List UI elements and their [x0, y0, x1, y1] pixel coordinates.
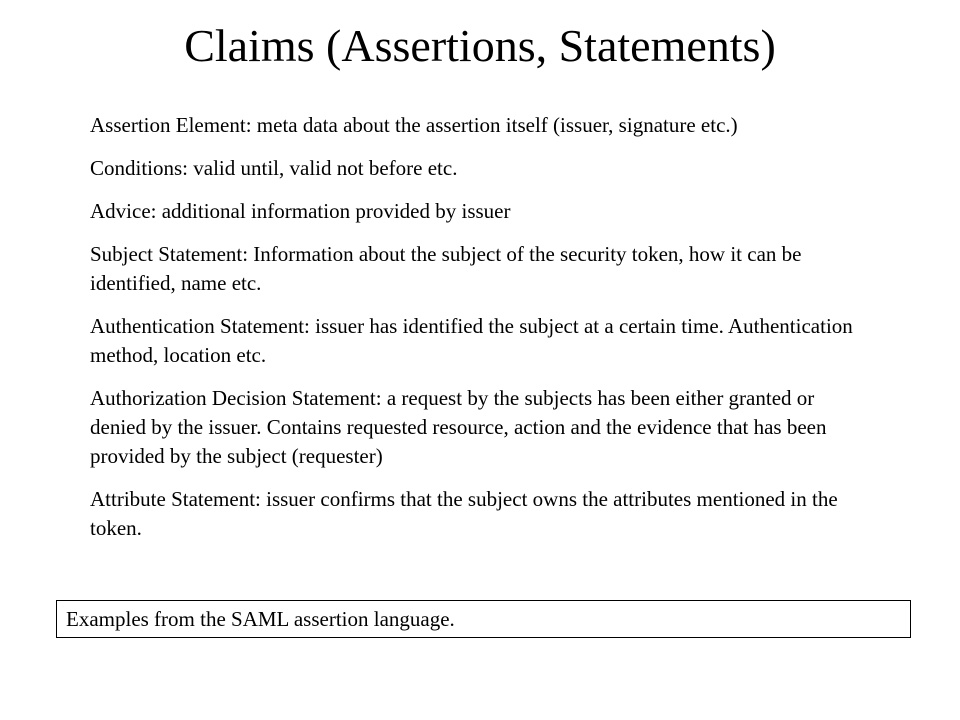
list-item-attribute-statement: Attribute Statement: issuer confirms that the subject owns the attributes mentioned in the token.	[90, 487, 838, 540]
note-box	[56, 600, 911, 638]
list-item-conditions: Conditions: valid until, valid not before etc.	[90, 156, 458, 180]
slide-title: Claims (Assertions, Statements)	[184, 20, 776, 71]
list-item-advice: Advice: additional information provided by issuer	[90, 199, 511, 223]
note-text: Examples from the SAML assertion language.	[66, 607, 455, 631]
list-item-authorization-decision-statement: Authorization Decision Statement: a request by the subjects has been either granted or denied by the issuer. Contains requested resource, action and the evidence that has been provided by the subject (requester)	[90, 386, 827, 468]
list-item-authentication-statement: Authentication Statement: issuer has identified the subject at a certain time. Authentication method, location etc.	[90, 314, 853, 367]
list-item-assertion-element: Assertion Element: meta data about the assertion itself (issuer, signature etc.)	[90, 113, 738, 137]
list-item-subject-statement: Subject Statement: Information about the subject of the security token, how it can be identified, name etc.	[90, 242, 802, 295]
claims-list	[90, 111, 860, 557]
